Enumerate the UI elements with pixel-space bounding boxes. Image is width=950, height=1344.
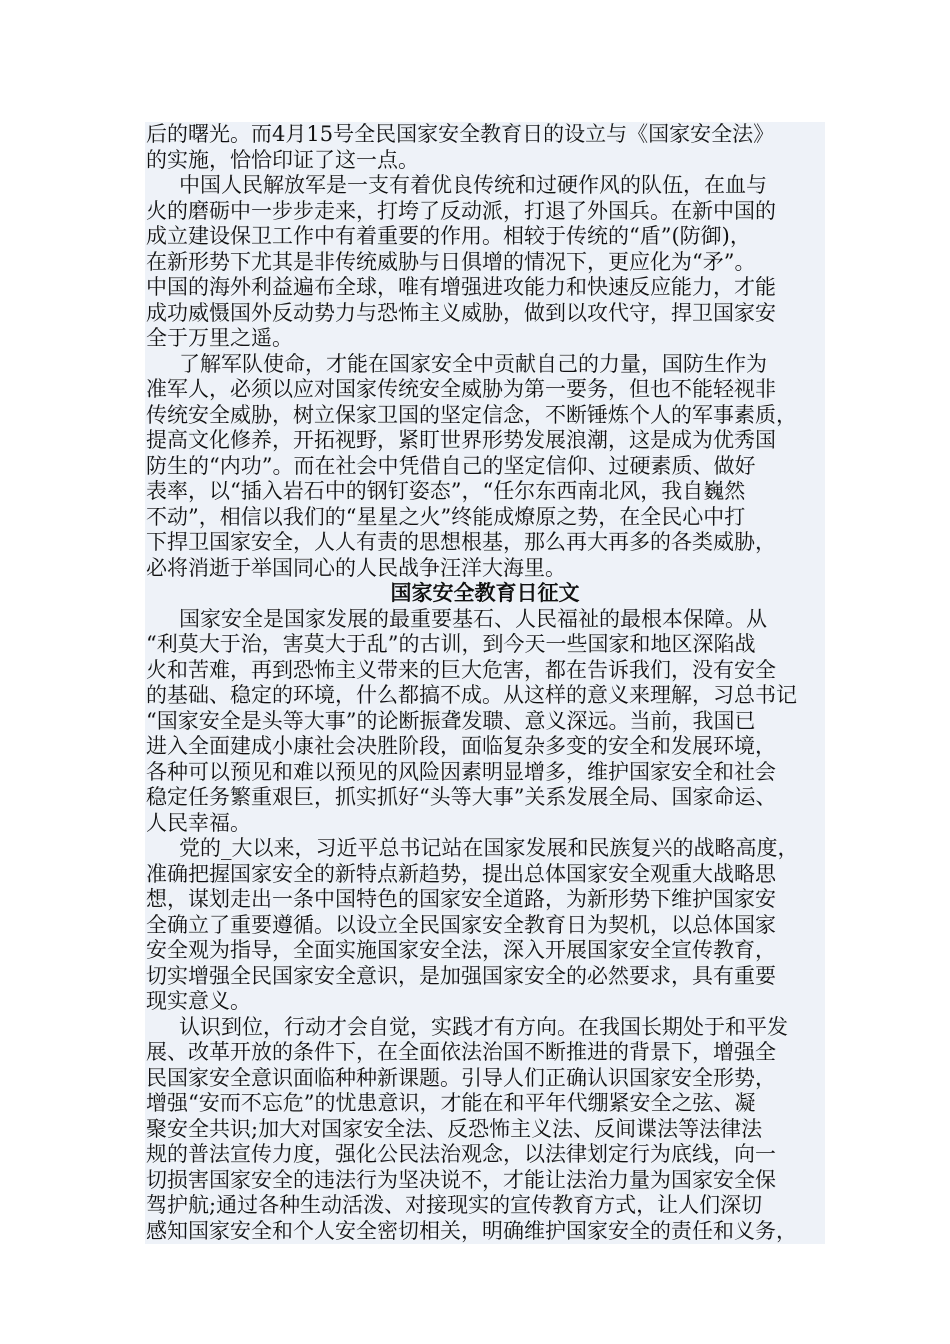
text-line: 切实增强全民国家安全意识，是加强国家安全的必然要求，具有重要 — [145, 964, 825, 990]
text-line: 安全观为指导，全面实施国家安全法，深入开展国家安全宣传教育， — [145, 938, 825, 964]
text-line: 成立建设保卫工作中有着重要的作用。相较于传统的“盾”(防御)， — [145, 224, 825, 250]
text-line: 进入全面建成小康社会决胜阶段，面临复杂多变的安全和发展环境， — [145, 734, 825, 760]
text-line: 党的_大以来，习近平总书记站在国家发展和民族复兴的战略高度， — [145, 836, 825, 862]
text-line: 成功威慑国外反动势力与恐怖主义威胁，做到以攻代守，捍卫国家安 — [145, 301, 825, 327]
paragraph — [145, 122, 825, 173]
text-line: 全于万里之遥。 — [145, 326, 825, 352]
text-line: 认识到位，行动才会自觉，实践才有方向。在我国长期处于和平发 — [145, 1015, 825, 1041]
article-1 — [145, 122, 825, 581]
paragraph — [145, 173, 825, 352]
text-line: 在新形势下尤其是非传统威胁与日俱增的情况下，更应化为“矛”。 — [145, 250, 825, 276]
text-line: 各种可以预见和难以预见的风险因素明显增多，维护国家安全和社会 — [145, 760, 825, 786]
text-line: 现实意义。 — [145, 989, 825, 1015]
text-line: 后的曙光。而4月15号全民国家安全教育日的设立与《国家安全法》 — [145, 122, 825, 148]
text-line: 切损害国家安全的违法行为坚决说不，才能让法治力量为国家安全保 — [145, 1168, 825, 1194]
text-line: 了解军队使命，才能在国家安全中贡献自己的力量，国防生作为 — [145, 352, 825, 378]
text-line: 中国的海外利益遍布全球，唯有增强进攻能力和快速反应能力，才能 — [145, 275, 825, 301]
text-line: “国家安全是头等大事”的论断振聋发聩、意义深远。当前，我国已 — [145, 709, 825, 735]
text-line: 展、改革开放的条件下，在全面依法治国不断推进的背景下，增强全 — [145, 1040, 825, 1066]
text-line: 下捍卫国家安全，人人有责的思想根基，那么再大再多的各类威胁， — [145, 530, 825, 556]
text-line: 必将消逝于举国同心的人民战争汪洋大海里。 — [145, 556, 825, 582]
text-line: 想，谋划走出一条中国特色的国家安全道路，为新形势下维护国家安 — [145, 887, 825, 913]
text-line: 火和苦难，再到恐怖主义带来的巨大危害，都在告诉我们，没有安全 — [145, 658, 825, 684]
text-line: 中国人民解放军是一支有着优良传统和过硬作风的队伍，在血与 — [145, 173, 825, 199]
text-line: 国家安全是国家发展的最重要基石、人民福祉的最根本保障。从 — [145, 607, 825, 633]
paragraph — [145, 1015, 825, 1245]
text-line: 聚安全共识;加大对国家安全法、反恐怖主义法、反间谍法等法律法 — [145, 1117, 825, 1143]
text-line: 感知国家安全和个人安全密切相关，明确维护国家安全的责任和义务， — [145, 1219, 825, 1245]
text-line: 的基础、稳定的环境，什么都搞不成。从这样的意义来理解，习总书记 — [145, 683, 825, 709]
text-line: 不动”，相信以我们的“星星之火”终能成燎原之势，在全民心中打 — [145, 505, 825, 531]
text-line: 驾护航;通过各种生动活泼、对接现实的宣传教育方式，让人们深切 — [145, 1193, 825, 1219]
text-line: 的实施，恰恰印证了这一点。 — [145, 148, 825, 174]
text-line: 准确把握国家安全的新特点新趋势，提出总体国家安全观重大战略思 — [145, 862, 825, 888]
text-line: 规的普法宣传力度，强化公民法治观念，以法律划定行为底线，向一 — [145, 1142, 825, 1168]
text-line: 传统安全威胁，树立保家卫国的坚定信念，不断锤炼个人的军事素质， — [145, 403, 825, 429]
text-line: 稳定任务繁重艰巨，抓实抓好“头等大事”关系发展全局、国家命运、 — [145, 785, 825, 811]
text-line: 人民幸福。 — [145, 811, 825, 837]
section-title: 国家安全教育日征文 — [145, 581, 825, 607]
text-line: 增强“安而不忘危”的忧患意识，才能在和平年代绷紧安全之弦、凝 — [145, 1091, 825, 1117]
text-line: 全确立了重要遵循。以设立全民国家安全教育日为契机，以总体国家 — [145, 913, 825, 939]
paragraph — [145, 352, 825, 582]
paragraph — [145, 607, 825, 837]
article-2 — [145, 607, 825, 1245]
text-line: 提高文化修养，开拓视野，紧盯世界形势发展浪潮，这是成为优秀国 — [145, 428, 825, 454]
paragraph — [145, 836, 825, 1015]
text-line: “利莫大于治，害莫大于乱”的古训，到今天一些国家和地区深陷战 — [145, 632, 825, 658]
text-line: 表率，以“插入岩石中的钢钉姿态”，“任尔东西南北风，我自巍然 — [145, 479, 825, 505]
document-page — [145, 122, 825, 1244]
text-line: 火的磨砺中一步步走来，打垮了反动派，打退了外国兵。在新中国的 — [145, 199, 825, 225]
text-line: 民国家安全意识面临种种新课题。引导人们正确认识国家安全形势， — [145, 1066, 825, 1092]
text-line: 准军人，必须以应对国家传统安全威胁为第一要务，但也不能轻视非 — [145, 377, 825, 403]
text-line: 防生的“内功”。而在社会中凭借自己的坚定信仰、过硬素质、做好 — [145, 454, 825, 480]
